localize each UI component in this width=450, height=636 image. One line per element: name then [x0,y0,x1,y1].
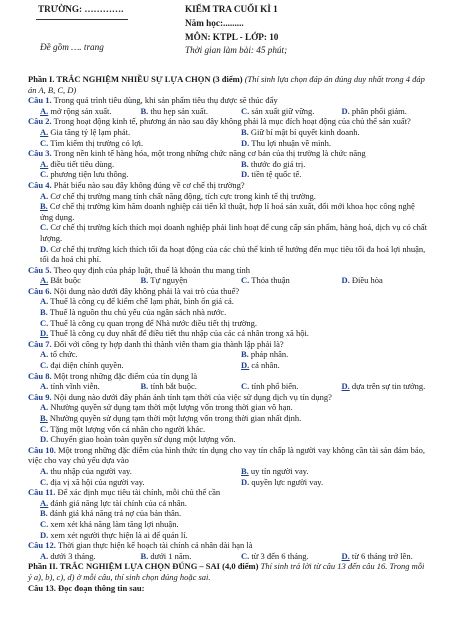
option-letter: C. [40,169,49,180]
question-block [28,265,430,286]
answer-options [28,498,430,540]
option-text: Cơ chế thị trường mang tính chất năng động, tích cực trong kinh tế thị trường. [50,190,316,201]
part2-title: Phần II. TRẮC NGHIỆM LỰA CHỌN ĐÚNG – SAI (4,0 điểm) [28,561,259,572]
exam-title: KIỂM TRA CUỐI KÌ 1 [185,4,278,14]
option-text: phương tiện lưu thông. [50,169,129,180]
option-text: Cơ chế thị trường kích thích tối đa hoạt động của các chủ thể kinh tế hướng đến mục tiêu tối đa hoá lợi nhuận, tối đa hoá chi phí. [40,243,426,265]
option-letter: C. [40,137,49,148]
answer-option [28,381,129,392]
answer-option [28,307,430,318]
answer-option [28,127,229,138]
question-stem [28,95,430,106]
answer-option [229,127,430,138]
question-block [28,540,430,561]
page-count: Đề gồm …. trang [40,42,104,52]
option-letter: B. [241,126,249,137]
part2-note: Thí sinh trả lời từ câu 13 đến câu 16. Trong mỗi ý a), b), c), d) ở mỗi câu, thí sinh chọn đúng hoặc sai. [28,561,425,582]
option-letter: B. [40,413,48,423]
question-block [28,116,430,148]
answer-option [28,191,430,202]
option-text: quyền lực người vay. [251,476,324,487]
option-letter: C. [40,423,49,434]
question-list [28,95,430,561]
option-letter: B. [140,550,149,561]
option-text: phân phối giảm. [351,105,407,116]
option-text: Cơ chế thị trường kìm hãm doanh nghiệp cải tiến kĩ thuật, hợp lí hoá sản xuất, đổi mới khoa học công nghệ ứng dụng. [40,201,415,222]
question-number: Câu 7. [28,338,52,349]
option-text: sản xuất giữ vững. [251,105,315,116]
option-letter: A. [40,126,49,137]
option-letter: C. [40,317,49,328]
question-stem [28,148,430,159]
option-text: Thuế là nguồn thu chủ yếu của ngân sách nhà nước. [49,307,227,318]
option-text: Nhường quyền sử dụng tạm thời một lượng vốn trong thời gian nhất định. [49,413,302,423]
answer-option [28,349,229,360]
question-stem [28,371,430,382]
answer-option [28,466,229,477]
option-text: xem xét khả năng làm tăng lợi nhuận. [50,518,179,529]
option-text: địa vị xã hội của người vay. [50,476,145,487]
question-text: Nội dung nào dưới đây không phải là vai trò của thuế? [53,285,240,296]
answer-options [28,402,430,444]
answer-option [330,381,431,392]
answer-option [28,413,430,424]
answer-option [229,551,330,562]
school-year: Năm học:......... [185,18,244,28]
option-text: đánh giá khả năng trả nợ của bản thân. [49,508,182,519]
question-number: Câu 3. [28,148,52,159]
option-letter: D. [241,476,250,487]
option-text: Thuế là công cụ duy nhất để điều tiết thu nhập của các cá nhân trong xã hội. [50,328,309,339]
option-text: pháp nhân. [250,349,289,360]
question-stem [28,392,430,403]
answer-option [229,360,430,371]
answer-option [28,106,129,117]
option-text: thu nhập của người vay. [50,465,132,476]
option-letter: D. [40,434,49,445]
question-number: Câu 5. [28,264,52,275]
part1-heading [28,74,430,95]
question-block [28,95,430,116]
question-block [28,392,430,445]
option-text: xem xét người thực hiện là ai để quản lí. [50,529,188,540]
option-text: Gia tăng tỷ lệ lạm phát. [50,126,131,137]
question-13: Câu 13. Đọc đoạn thông tin sau: [28,582,145,593]
subject-line: MÔN: KTPL - LỚP: 10 [185,32,279,42]
question-text: Để xác định mục tiêu tài chính, mỗi chủ thể cần [57,487,221,498]
question-stem [28,339,430,350]
option-text: uy tín người vay. [250,465,309,476]
question-text: Nội dung nào dưới đây phản ánh tính tạm thời của việc sử dụng dịch vụ tín dụng? [53,391,332,402]
option-letter: C. [40,476,49,487]
question-stem [28,265,430,276]
option-letter: A. [40,497,49,508]
answer-option [28,159,229,170]
answer-options [28,106,430,117]
option-letter: A. [40,158,49,169]
option-text: Nhường quyền sử dụng tạm thời một lượng vốn trong thời gian vô hạn. [50,402,293,413]
option-letter: A. [40,550,49,561]
question-text: Trong nền kinh tế hàng hóa, một trong những chức năng cơ bản của thị trường là chức năng [53,148,366,159]
option-text: Điều hòa [351,275,383,286]
answer-option [229,138,430,149]
option-letter: A. [40,402,49,413]
option-text: cá nhân. [251,360,280,371]
option-letter: D. [241,137,250,148]
option-letter: B. [140,275,149,286]
exam-body [28,74,430,593]
option-letter: C. [40,518,49,529]
option-letter: B. [140,105,149,116]
option-text: dựa trên sự tin tưởng. [351,381,426,392]
answer-option [229,477,430,488]
question-text: Thời gian thực hiện kế hoạch tài chính cá nhân dài hạn là [57,540,253,551]
answer-options [28,551,430,562]
option-letter: C. [40,222,49,233]
answer-options [28,296,430,338]
answer-option [28,318,430,329]
question-block [28,180,430,265]
answer-option [28,360,229,371]
answer-option [28,402,430,413]
question-block [28,286,430,339]
answer-option [28,244,430,265]
answer-option [28,424,430,435]
question-number: Câu 9. [28,391,52,402]
option-text: Tự nguyện [150,275,188,286]
question-text: Theo quy định của pháp luật, thuế là khoản thu mang tính [53,264,251,275]
question-number: Câu 6. [28,285,52,296]
option-letter: D. [341,381,350,392]
question-block [28,487,430,540]
option-letter: B. [241,465,249,476]
answer-options [28,349,430,370]
answer-option [28,275,129,286]
option-text: Cơ chế thị trường kích thích mọi doanh nghiệp phải linh hoạt để cung cấp sản phẩm, hàng hoá, dịch vụ có chất lượng. [40,222,428,243]
option-text: Giữ bí mật bí quyết kinh doanh. [250,126,360,137]
answer-option [28,328,430,339]
question-text: Một trong những đặc điểm của hình thức tín dụng cho vay tín chấp là người vay không cần tài sản đảm bảo, việc cho vay chủ yếu dựa vào [28,444,425,466]
question-number: Câu 10. [28,444,56,455]
question-number: Câu 4. [28,179,52,190]
answer-option [229,275,330,286]
option-letter: D. [241,169,250,180]
question-text: Phát biểu nào sau đây không đúng về cơ chế thị trường? [53,179,245,190]
answer-options [28,159,430,180]
answer-options [28,381,430,392]
answer-option [229,169,430,180]
answer-option [229,466,430,477]
school-name: TRƯỜNG: …………. [38,4,124,14]
option-text: tiền tệ quốc tế. [251,169,302,180]
option-text: tính bắt buộc. [150,381,197,392]
question-number: Câu 1. [28,95,52,106]
question-text: Trong quá trình tiêu dùng, khi sản phẩm tiêu thụ được sẽ thúc đẩy [53,95,278,106]
question-stem [28,116,430,127]
answer-option [28,477,229,488]
question-text: Đối với công ty hợp danh thì thành viên tham gia thành lập phải là? [53,338,284,349]
answer-option [28,508,430,519]
option-text: đánh giá năng lực tài chính của cá nhân. [50,497,187,508]
option-letter: A. [40,275,49,286]
option-letter: C. [241,105,250,116]
question-stem [28,286,430,297]
answer-option [28,138,229,149]
answer-option [229,381,330,392]
answer-option [330,551,431,562]
option-letter: D. [40,243,49,254]
part2-heading [28,561,430,582]
option-text: Thuế là công cụ quan trọng để Nhà nước điều tiết thị trường. [50,317,258,328]
option-letter: B. [241,158,249,169]
answer-option [28,498,430,509]
option-text: từ 6 tháng trở lên. [351,550,413,561]
answer-options [28,466,430,487]
exam-time: Thời gian làm bài: 45 phút; [185,45,288,55]
option-letter: B. [40,508,48,519]
answer-option [229,159,430,170]
option-text: thu hẹp sản xuất. [150,105,209,116]
option-letter: B. [40,201,48,212]
question-number: Câu 8. [28,370,52,381]
option-text: Thu lợi nhuận về mình. [251,137,332,148]
option-letter: B. [40,307,48,318]
option-text: tính vĩnh viễn. [50,381,100,392]
question-number: Câu 12. [28,540,56,551]
part1-title: Phần I. TRẮC NGHIỆM NHIỀU SỰ LỰA CHỌN (3 điểm) [28,74,243,84]
question-stem [28,445,430,466]
answer-option [28,296,430,307]
option-letter: B. [241,349,249,360]
option-text: Tặng một lượng vốn cá nhân cho người khác. [50,423,206,434]
option-letter: B. [140,381,149,392]
option-letter: A. [40,105,49,116]
option-letter: D. [40,529,49,540]
option-text: Tìm kiếm thị trường có lợi. [50,137,144,148]
question-block [28,339,430,371]
option-text: dưới 1 năm. [150,550,192,561]
option-letter: A. [40,190,49,201]
option-letter: A. [40,296,49,307]
answer-option [28,551,129,562]
option-text: điều tiết tiêu dùng. [50,158,115,169]
answer-options [28,191,430,265]
option-letter: A. [40,465,49,476]
question-number: Câu 2. [28,116,52,127]
question-stem [28,540,430,551]
question-number: Câu 11. [28,487,56,498]
answer-option [28,169,229,180]
option-letter: C. [241,381,250,392]
option-letter: C. [40,360,49,371]
option-letter: D. [40,328,49,339]
option-text: Chuyển giao hoàn toàn quyền sử dụng một lượng vốn. [50,434,236,445]
school-underline [36,19,128,20]
question-block [28,148,430,180]
option-letter: D. [341,550,350,561]
option-letter: C. [241,550,250,561]
option-text: Bắt buộc [50,275,81,286]
option-letter: D. [241,360,250,371]
option-text: Thỏa thuận [251,275,290,286]
question-stem [28,487,430,498]
answer-option [28,434,430,445]
option-letter: A. [40,349,49,360]
answer-option [129,551,230,562]
question-stem [28,180,430,191]
answer-option [330,106,431,117]
option-text: Thuế là công cụ để kiểm chế lạm phát, bình ổn giá cả. [50,296,234,307]
answer-options [28,127,430,148]
answer-option [129,381,230,392]
answer-option [28,201,430,222]
answer-option [330,275,431,286]
answer-option [28,530,430,541]
option-text: mở rộng sản xuất. [50,105,112,116]
answer-option [129,106,230,117]
option-text: thước đo giá trị. [250,158,306,169]
answer-option [129,275,230,286]
question-block [28,445,430,487]
answer-options [28,275,430,286]
option-letter: A. [40,381,49,392]
answer-option [28,222,430,243]
option-text: dưới 3 tháng. [50,550,96,561]
question-text: Một trong những đặc điểm của tín dụng là [53,370,198,381]
answer-option [229,106,330,117]
answer-option [28,519,430,530]
part1-note: (Thí sinh lựa chọn đáp án đúng duy nhất trong 4 đáp án A, B, C, D) [28,74,425,95]
question-block [28,371,430,392]
option-letter: D. [341,105,350,116]
option-text: đại diện chính quyền. [50,360,124,371]
option-text: tính phổ biến. [251,381,299,392]
option-text: tổ chức. [50,349,78,360]
option-letter: C. [241,275,250,286]
question-text: Trong hoạt động kinh tế, phương án nào sau đây không phải là mục đích hoạt động của chủ thể sản xuất? [53,116,411,127]
option-letter: D. [341,275,350,286]
answer-option [229,349,430,360]
option-text: từ 3 đến 6 tháng. [251,550,309,561]
